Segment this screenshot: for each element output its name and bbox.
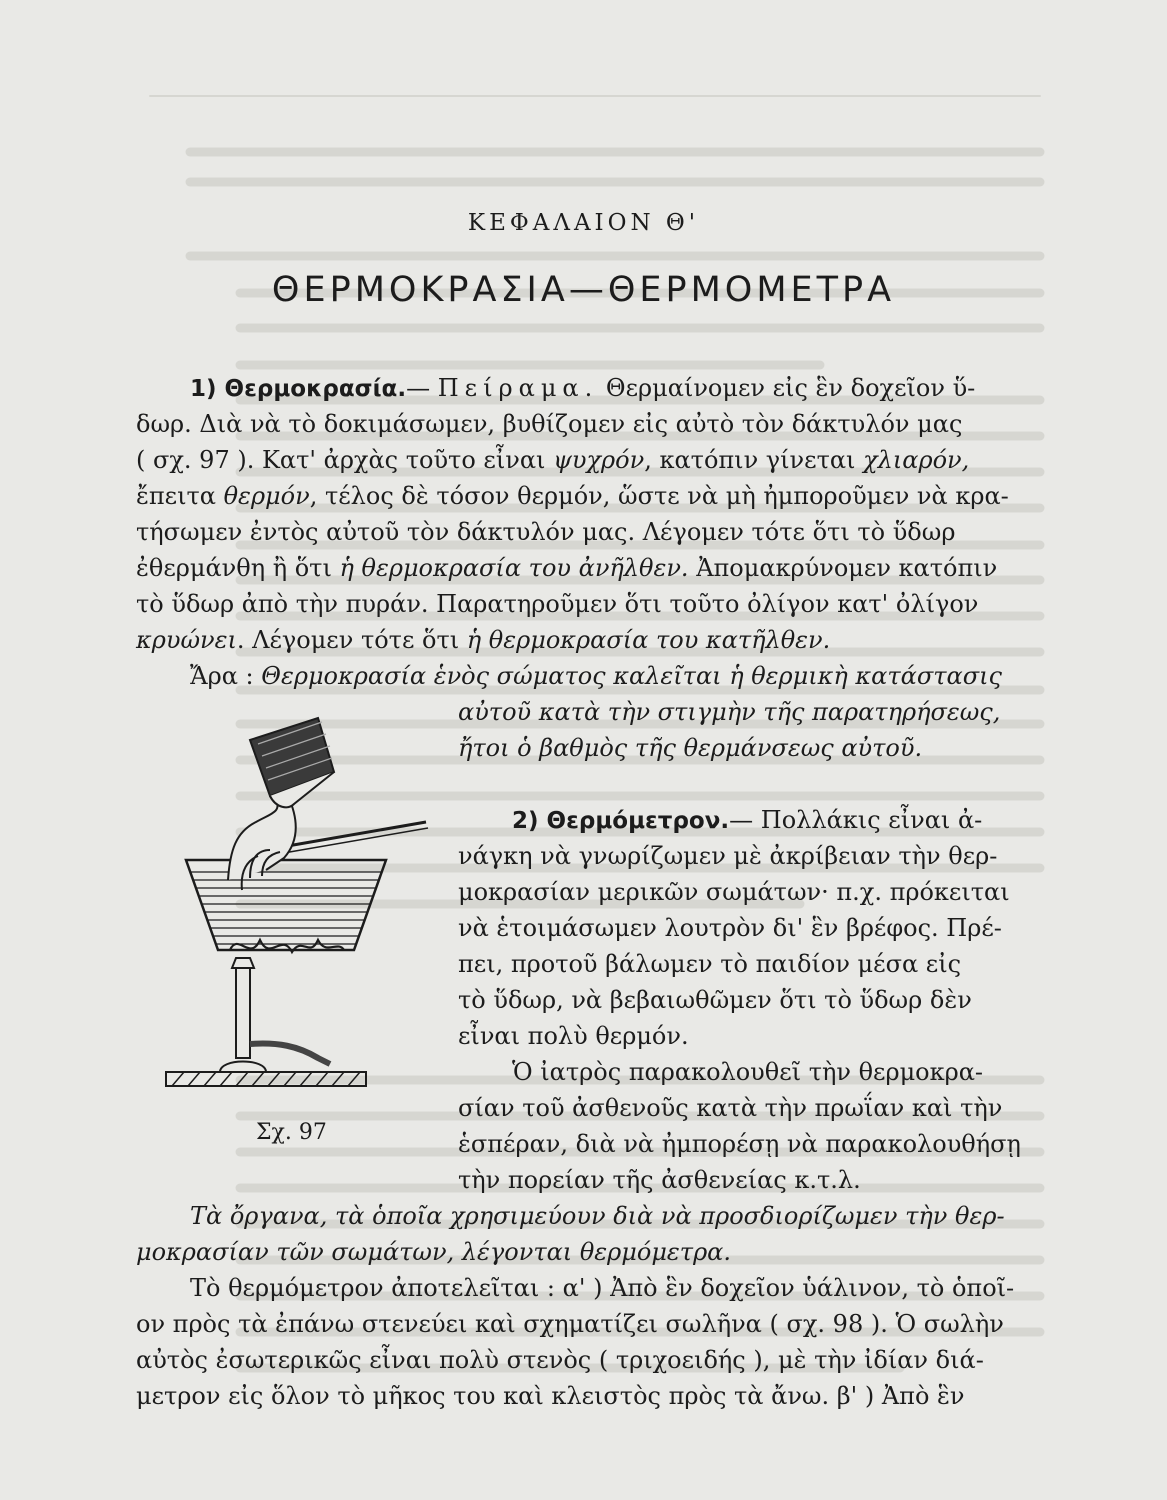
section2-line-9: σίαν τοῦ ἀσθενοῦς κατὰ τὴν πρωΐαν καὶ τὴν bbox=[458, 1094, 1003, 1122]
gas-hose bbox=[250, 1044, 330, 1064]
definition-line-3: ἤτοι ὁ βαθμὸς τῆς θερμάνσεως αὐτοῦ. bbox=[458, 734, 923, 762]
section2-line-5: πει, προτοῦ βάλωμεν τὸ παιδίον μέσα εἰς bbox=[458, 950, 962, 978]
section2-line-6: τὸ ὕδωρ, νὰ βεβαιωθῶμεν ὅτι τὸ ὕδωρ δὲν bbox=[458, 986, 972, 1014]
section2-line-2: νάγκη νὰ γνωρίζωμεν μὲ ἀκρίβειαν τὴν θερ- bbox=[458, 842, 998, 870]
section1-line-7: τὸ ὕδωρ ἀπὸ τὴν πυράν. Παρατηροῦμεν ὅτι τοῦτο ὀλίγον κατ' ὀλίγον bbox=[136, 590, 979, 618]
paragraph-line-4: μετρον εἰς ὅλον τὸ μῆκος του καὶ κλειστὸς πρὸς τὰ ἄνω. β' ) Ἀπὸ ἓν bbox=[136, 1382, 965, 1410]
table bbox=[166, 1072, 366, 1086]
glass-rod bbox=[276, 822, 426, 848]
section2-heading: 2) Θερμόμετρον. bbox=[512, 808, 730, 834]
burner-base bbox=[220, 1062, 266, 1073]
ara-label: Ἄρα : bbox=[190, 662, 254, 690]
definition-line-1: Ἄρα : Θερμοκρασία ἑνὸς σώματος καλεῖται ἡ θερμικὴ κατάστασις bbox=[190, 662, 1002, 690]
section1-line-2: δωρ. Διὰ νὰ τὸ δοκιμάσωμεν, βυθίζομεν εἰς αὐτὸ τὸν δάκτυλόν μας bbox=[136, 410, 963, 438]
thermometer-definition-line-1: Τὰ ὄργανα, τὰ ὁποῖα χρησιμεύουν διὰ νὰ προσδιορίζωμεν τὴν θερ- bbox=[190, 1202, 1005, 1230]
paragraph-line-1: Τὸ θερμόμετρον ἀποτελεῖται : α' ) Ἀπὸ ἓν δοχεῖον ὑάλινον, τὸ ὁποῖ- bbox=[190, 1274, 1015, 1302]
section2-line-3: μοκρασίαν μερικῶν σωμάτων· π.χ. πρόκειται bbox=[458, 878, 1010, 906]
section2-line-8: Ὁ ἰατρὸς παρακολουθεῖ τὴν θερμοκρα- bbox=[512, 1058, 984, 1086]
cuff bbox=[250, 718, 334, 807]
section1-line-6: ἐθερμάνθη ἢ ὅτι ἡ θερμοκρασία του ἀνῆλθεν. Ἀπομακρύνομεν κατόπιν bbox=[136, 554, 998, 582]
section1-line-1: 1) Θερμοκρασία.— Πείραμα. Θερμαίνομεν εἰς ἓν δοχεῖον ὕ- bbox=[190, 374, 976, 402]
section1-line-4: ἔπειτα θερμόν, τέλος δὲ τόσον θερμόν, ὥστε νὰ μὴ ἠμποροῦμεν νὰ κρα- bbox=[136, 482, 1009, 510]
chapter-label: ΚΕΦΑΛΑΙΟΝ Θ' bbox=[467, 210, 700, 236]
hand bbox=[228, 796, 296, 890]
section2-line-7: εἶναι πολὺ θερμόν. bbox=[458, 1022, 689, 1050]
section2-line-1: 2) Θερμόμετρον.— Πολλάκις εἶναι ἀ- bbox=[512, 806, 983, 834]
paragraph-line-2: ον πρὸς τὰ ἐπάνω στενεύει καὶ σχηματίζει σωλῆνα ( σχ. 98 ). Ὁ σωλὴν bbox=[136, 1310, 1004, 1338]
experiment-label: Πείραμα. bbox=[437, 374, 599, 402]
section2-line-11: τὴν πορείαν τῆς ἀσθενείας κ.τ.λ. bbox=[458, 1166, 861, 1194]
figure-caption: Σχ. 97 bbox=[256, 1120, 327, 1145]
definition-line-2: αὐτοῦ κατὰ τὴν στιγμὴν τῆς παρατηρήσεως, bbox=[458, 698, 1001, 726]
section2-line-4: νὰ ἑτοιμάσωμεν λουτρὸν δι' ἓν βρέφος. Πρέ- bbox=[458, 914, 1002, 942]
burner-tube bbox=[236, 968, 250, 1058]
section1-line-8: κρυώνει. Λέγομεν τότε ὅτι ἡ θερμοκρασία του κατῆλθεν. bbox=[136, 626, 831, 654]
thermometer-definition-line-2: μοκρασίαν τῶν σωμάτων, λέγονται θερμόμετρα. bbox=[136, 1238, 732, 1266]
section1-heading: 1) Θερμοκρασία. bbox=[190, 376, 407, 402]
paragraph-line-3: αὐτὸς ἐσωτερικῶς εἶναι πολὺ στενὸς ( τριχοειδής ), μὲ τὴν ἰδίαν διά- bbox=[136, 1346, 984, 1374]
figure-97-illustration bbox=[158, 700, 438, 1100]
section1-line-3: ( σχ. 97 ). Κατ' ἀρχὰς τοῦτο εἶναι ψυχρόν, κατόπιν γίνεται χλιαρόν, bbox=[136, 446, 970, 474]
section2-line-10: ἑσπέραν, διὰ νὰ ἠμπορέσῃ νὰ παρακολουθήσῃ bbox=[458, 1130, 1021, 1158]
chapter-title: ΘΕΡΜΟΚΡΑΣΙΑ—ΘΕΡΜΟΜΕΤΡΑ bbox=[271, 270, 896, 310]
section1-line-5: τήσωμεν ἐντὸς αὐτοῦ τὸν δάκτυλόν μας. Λέγομεν τότε ὅτι τὸ ὕδωρ bbox=[136, 518, 956, 546]
